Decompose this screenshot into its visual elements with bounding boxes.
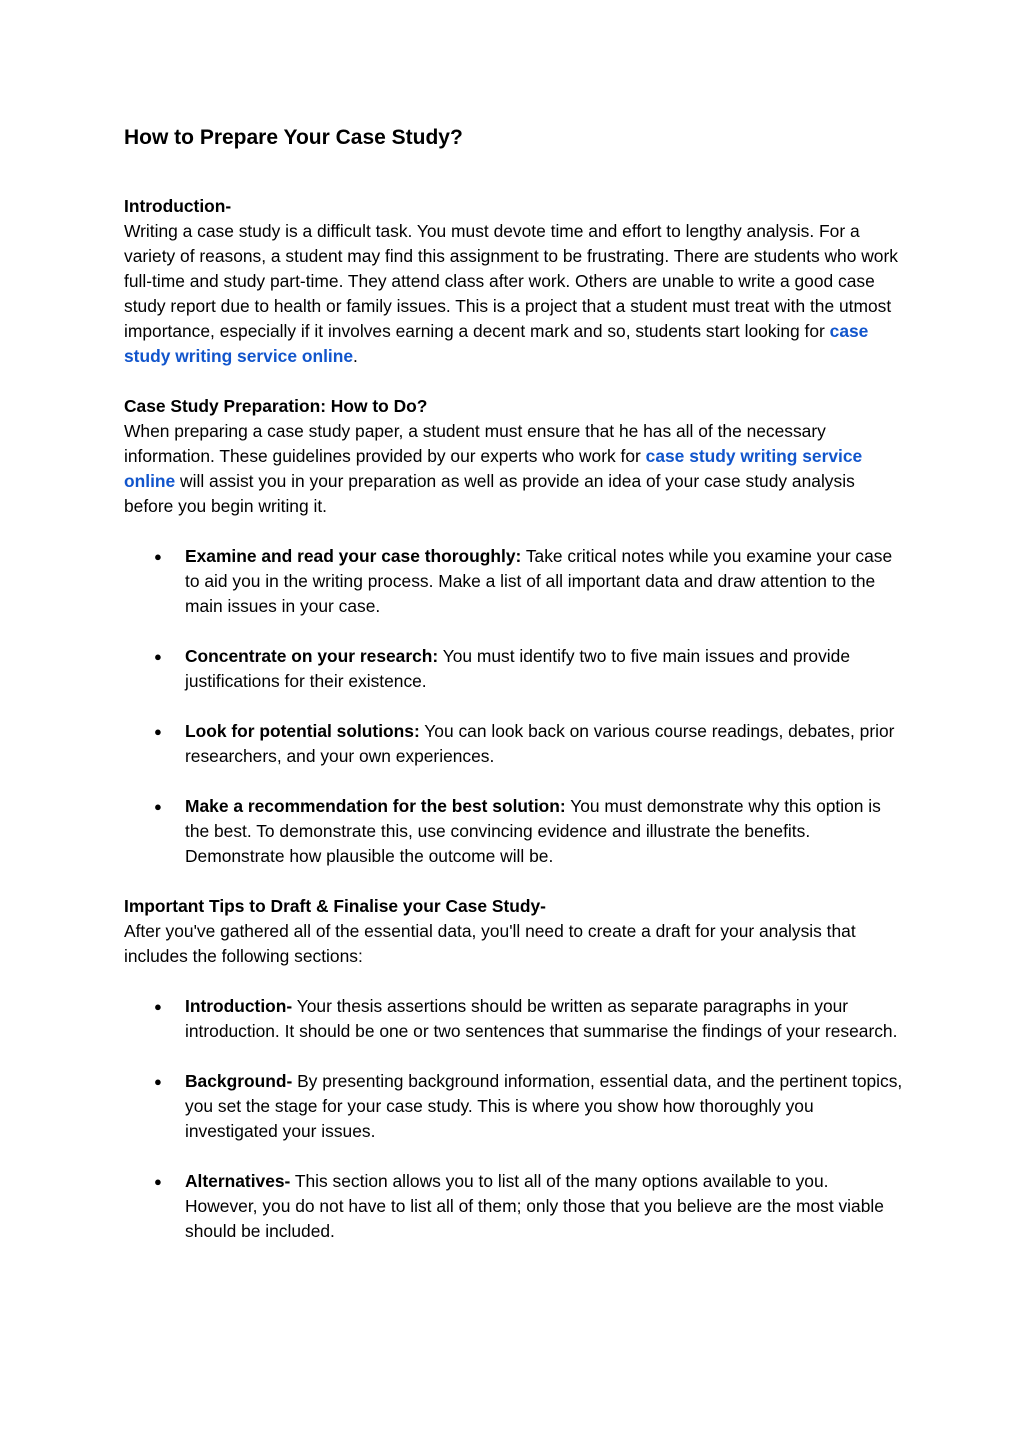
list-item-text: You can look back on various course readings, debates, prior researchers, and your own experiences. (185, 721, 895, 766)
list-item (124, 544, 904, 619)
list-item-term: Concentrate on your research: (185, 646, 439, 666)
bullet-icon: ● (154, 549, 162, 564)
list-item-text: You must identify two to five main issues and provide justifications for their existence. (185, 646, 851, 691)
preparation-section (124, 394, 904, 519)
document-page (124, 120, 904, 1244)
list-item-term: Introduction- (185, 996, 293, 1016)
preparation-list (124, 544, 904, 869)
bullet-icon: ● (154, 1074, 162, 1089)
preparation-heading: Case Study Preparation: How to Do? (124, 396, 428, 416)
bullet-icon: ● (154, 649, 162, 664)
list-item-text: Take critical notes while you examine your case to aid you in the writing process. Make a list of all important data and draw attention to the main issues in your case. (185, 546, 893, 616)
list-item-term: Background- (185, 1071, 293, 1091)
preparation-paragraph (124, 419, 904, 519)
list-item-term: Make a recommendation for the best solution: (185, 796, 566, 816)
list-item-text: By presenting background information, essential data, and the pertinent topics, you set the stage for your case study. This is where you show how thoroughly you investigated your issues. (185, 1071, 903, 1141)
intro-section (124, 194, 904, 369)
list-item (124, 794, 904, 869)
tips-heading: Important Tips to Draft & Finalise your Case Study- (124, 896, 546, 916)
list-item (124, 644, 904, 694)
list-item (124, 719, 904, 769)
list-item-term: Alternatives- (185, 1171, 291, 1191)
intro-service-link[interactable]: case study writing service online (124, 321, 869, 366)
tips-section (124, 894, 904, 969)
list-item (124, 1069, 904, 1144)
list-item-term: Examine and read your case thoroughly: (185, 546, 522, 566)
intro-text: Writing a case study is a difficult task. You must devote time and effort to lengthy analysis. For a variety of reasons, a student may find this assignment to be frustrating. There are students who work full-time and study part-time. They attend class after work. Others are unable to write a good case study report due to health or family issues. This is a project that a student must treat with the utmost importance, especially if it involves earning a decent mark and so, students start looking for (124, 221, 898, 341)
list-item-text: You must demonstrate why this option is the best. To demonstrate this, use convincing evidence and illustrate the benefits. Demonstrate how plausible the outcome will be. (185, 796, 881, 866)
bullet-icon: ● (154, 799, 162, 814)
intro-text-end: . (353, 346, 358, 366)
list-item (124, 1169, 904, 1244)
preparation-service-link[interactable]: case study writing service online (124, 446, 863, 491)
tips-paragraph: After you've gathered all of the essential data, you'll need to create a draft for your analysis that includes the following sections: (124, 921, 856, 966)
list-item-text: Your thesis assertions should be written as separate paragraphs in your introduction. It should be one or two sentences that summarise the findings of your research. (185, 996, 898, 1041)
intro-paragraph (124, 219, 904, 369)
bullet-icon: ● (154, 999, 162, 1014)
tips-list (124, 994, 904, 1244)
preparation-text: When preparing a case study paper, a student must ensure that he has all of the necessary information. These guidelines provided by our experts who work for (124, 421, 826, 466)
bullet-icon: ● (154, 724, 162, 739)
page-title: How to Prepare Your Case Study? (124, 126, 463, 149)
preparation-text-end: will assist you in your preparation as well as provide an idea of your case study analysis before you begin writing it. (124, 471, 855, 516)
bullet-icon: ● (154, 1174, 162, 1189)
intro-heading: Introduction- (124, 196, 232, 216)
list-item-text: This section allows you to list all of the many options available to you. However, you do not have to list all of them; only those that you believe are the most viable should be included. (185, 1171, 884, 1241)
list-item (124, 994, 904, 1044)
list-item-term: Look for potential solutions: (185, 721, 420, 741)
